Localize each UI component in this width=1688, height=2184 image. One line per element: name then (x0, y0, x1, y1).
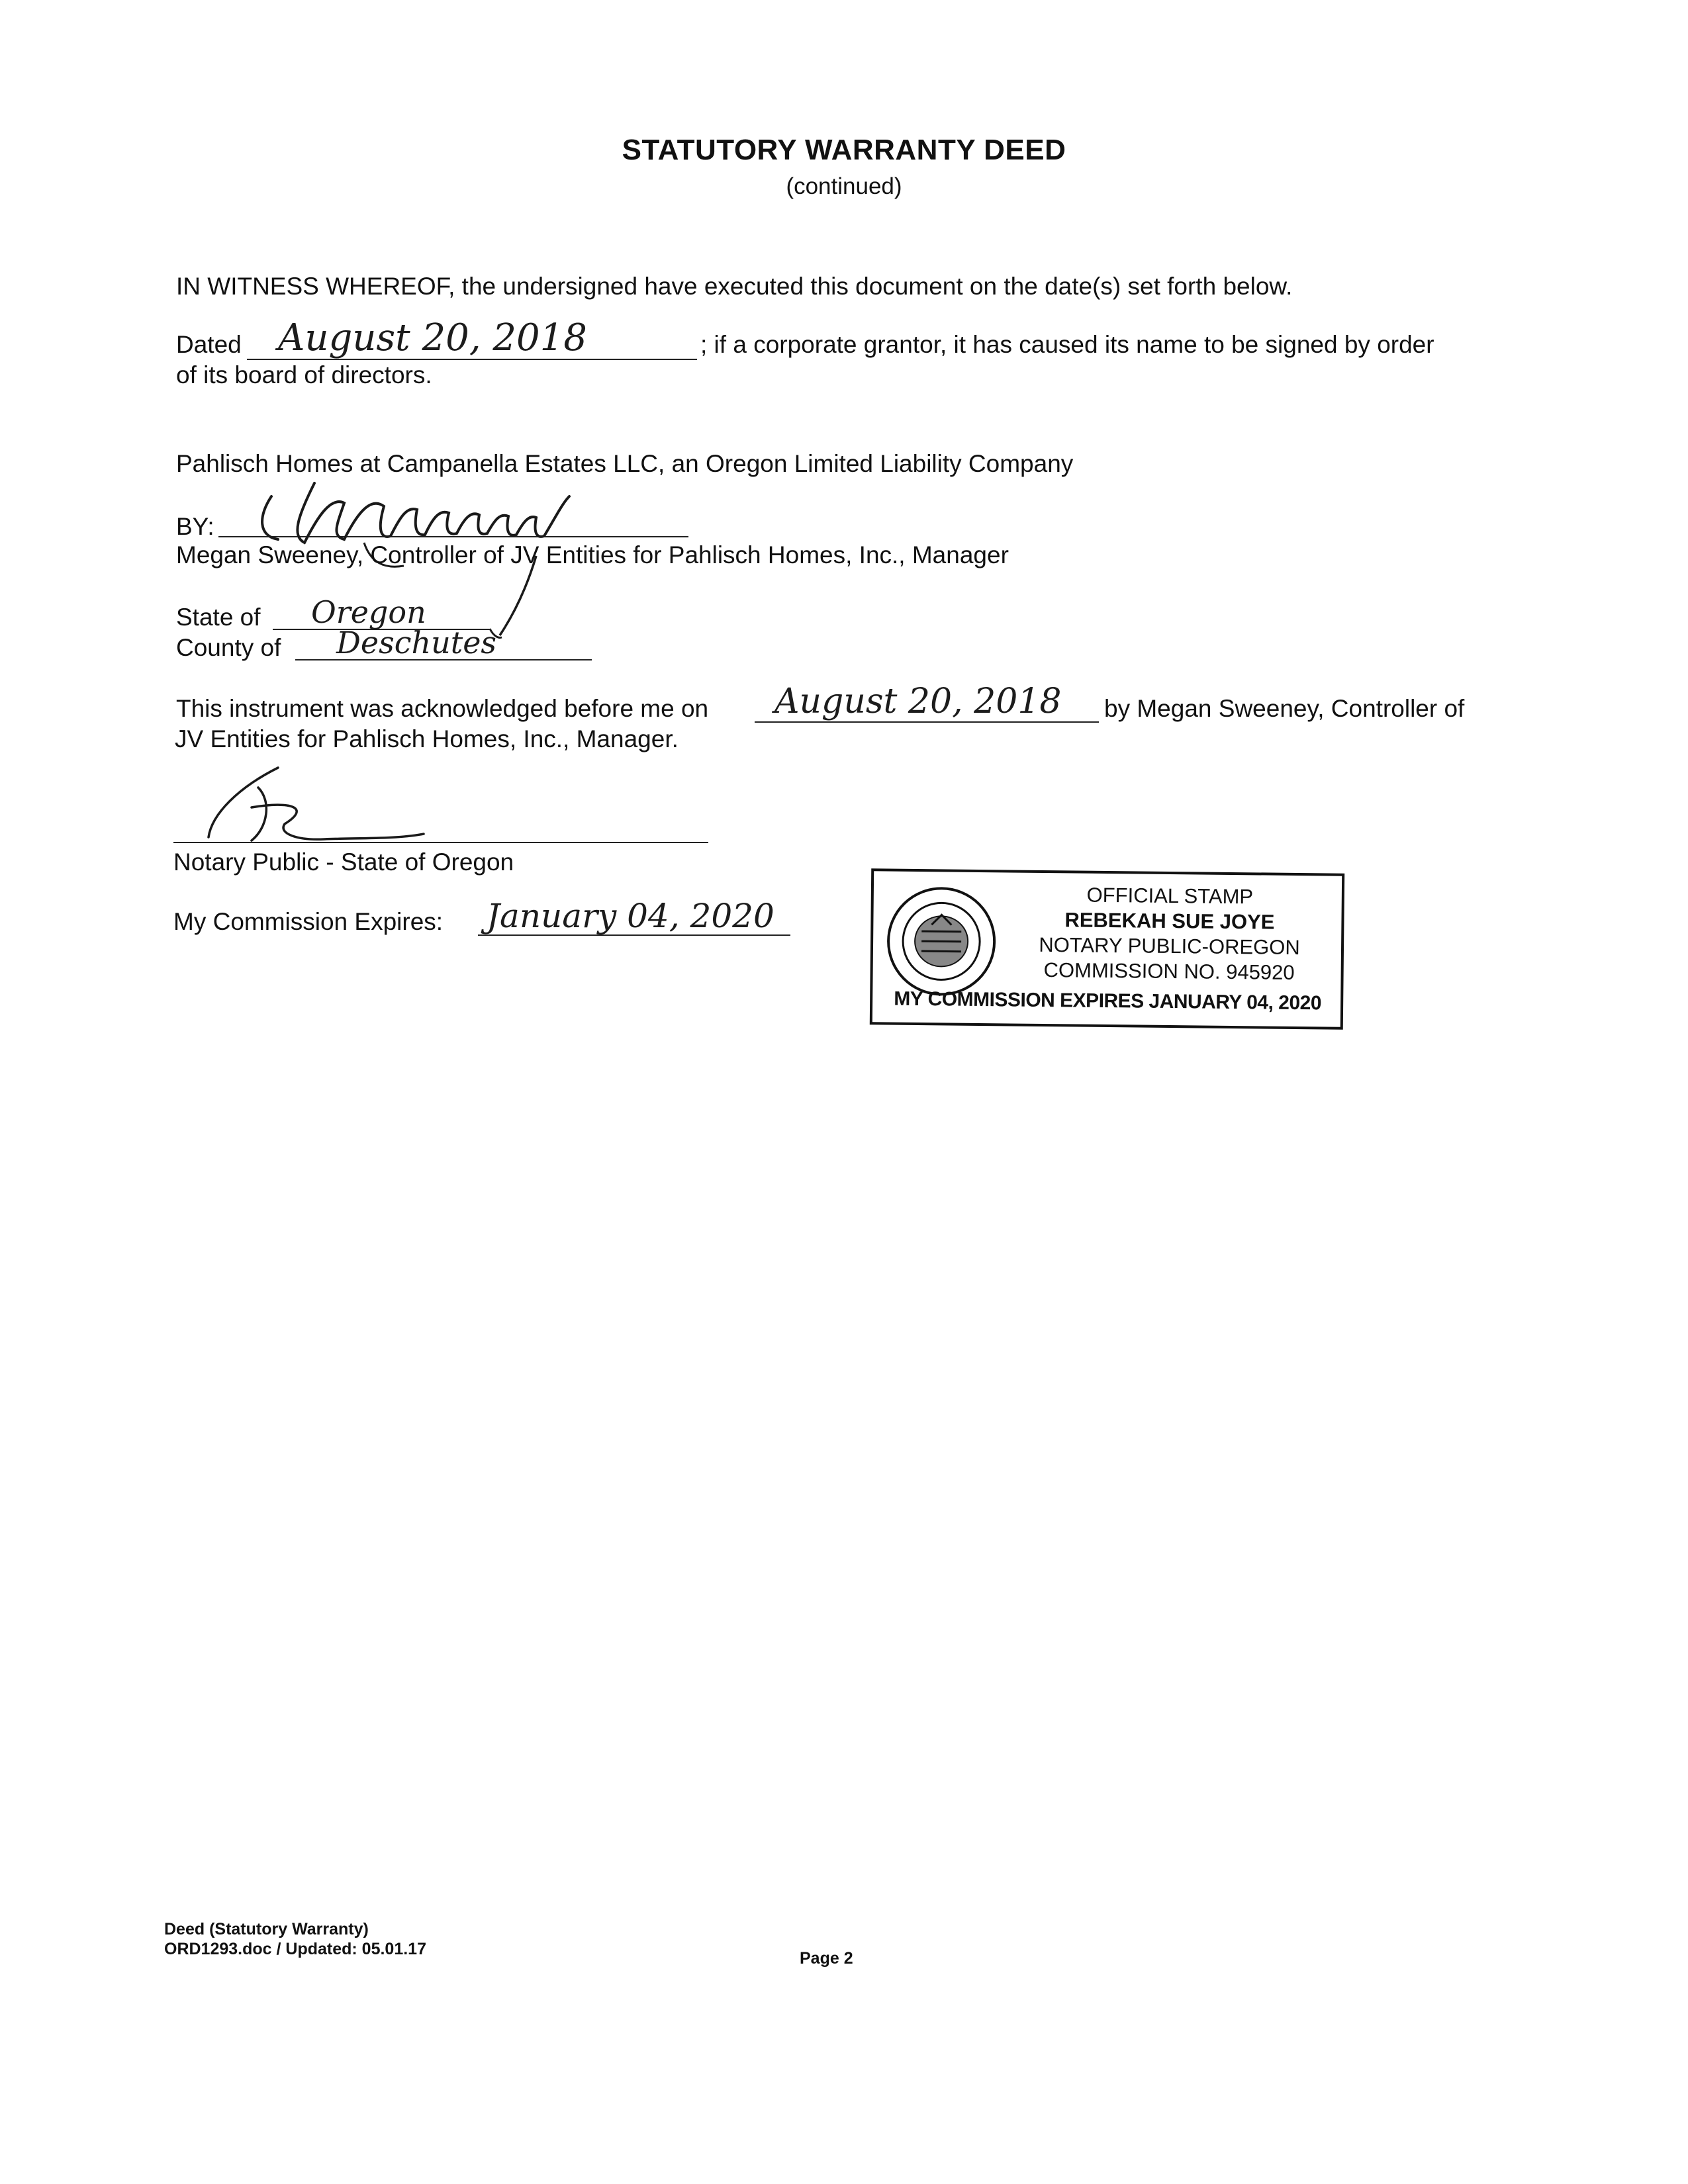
commission-label: My Commission Expires: (173, 908, 444, 935)
acknowledgment-prefix: This instrument was acknowledged before me on (176, 695, 709, 722)
acknowledgment-date-blank (755, 721, 1099, 723)
grantor-name: Pahlisch Homes at Campanella Estates LLC, an Oregon Limited Liability Company (176, 450, 1074, 477)
state-handwritten: Oregon (311, 594, 426, 630)
stamp-line-1: OFFICIAL STAMP (1086, 883, 1254, 909)
county-handwritten: Deschutes (336, 625, 497, 660)
acknowledgment-line2: JV Entities for Pahlisch Homes, Inc., Manager. (175, 725, 679, 752)
notary-signature-icon (199, 761, 477, 854)
acknowledgment-suffix: by Megan Sweeney, Controller of (1104, 695, 1465, 722)
footer-form-name: Deed (Statutory Warranty) (164, 1920, 369, 1938)
notary-label: Notary Public - State of Oregon (173, 848, 514, 876)
dated-suffix: ; if a corporate grantor, it has caused its name to be signed by order (700, 331, 1434, 358)
witness-clause: IN WITNESS WHEREOF, the undersigned have executed this document on the date(s) set forth below. (176, 273, 1293, 300)
footer-page-number: Page 2 (800, 1949, 853, 1968)
stamp-notary-name: REBEKAH SUE JOYE (1064, 908, 1275, 934)
document-title: STATUTORY WARRANTY DEED (622, 134, 1066, 166)
dated-label: Dated (176, 331, 242, 358)
acknowledgment-date-handwritten: August 20, 2018 (774, 682, 1062, 721)
stamp-commission-number: COMMISSION NO. 945920 (1043, 958, 1295, 984)
state-of-oregon-seal-icon (884, 884, 998, 998)
by-label: BY: (176, 513, 214, 540)
document-subtitle: (continued) (786, 173, 902, 199)
stamp-line-3: NOTARY PUBLIC-OREGON (1039, 933, 1300, 960)
footer-form-code: ORD1293.doc / Updated: 05.01.17 (164, 1940, 426, 1958)
state-label: State of (176, 604, 261, 631)
signer-title: Megan Sweeney, Controller of JV Entities for Pahlisch Homes, Inc., Manager (176, 541, 1009, 569)
dated-suffix-line2: of its board of directors. (176, 361, 432, 388)
county-label: County of (176, 634, 281, 661)
commission-handwritten: January 04, 2020 (487, 897, 774, 935)
stamp-expiration: MY COMMISSION EXPIRES JANUARY 04, 2020 (894, 987, 1322, 1015)
official-notary-stamp (870, 868, 1344, 1029)
notary-signature-line (173, 842, 708, 843)
dated-handwritten: August 20, 2018 (278, 316, 587, 359)
